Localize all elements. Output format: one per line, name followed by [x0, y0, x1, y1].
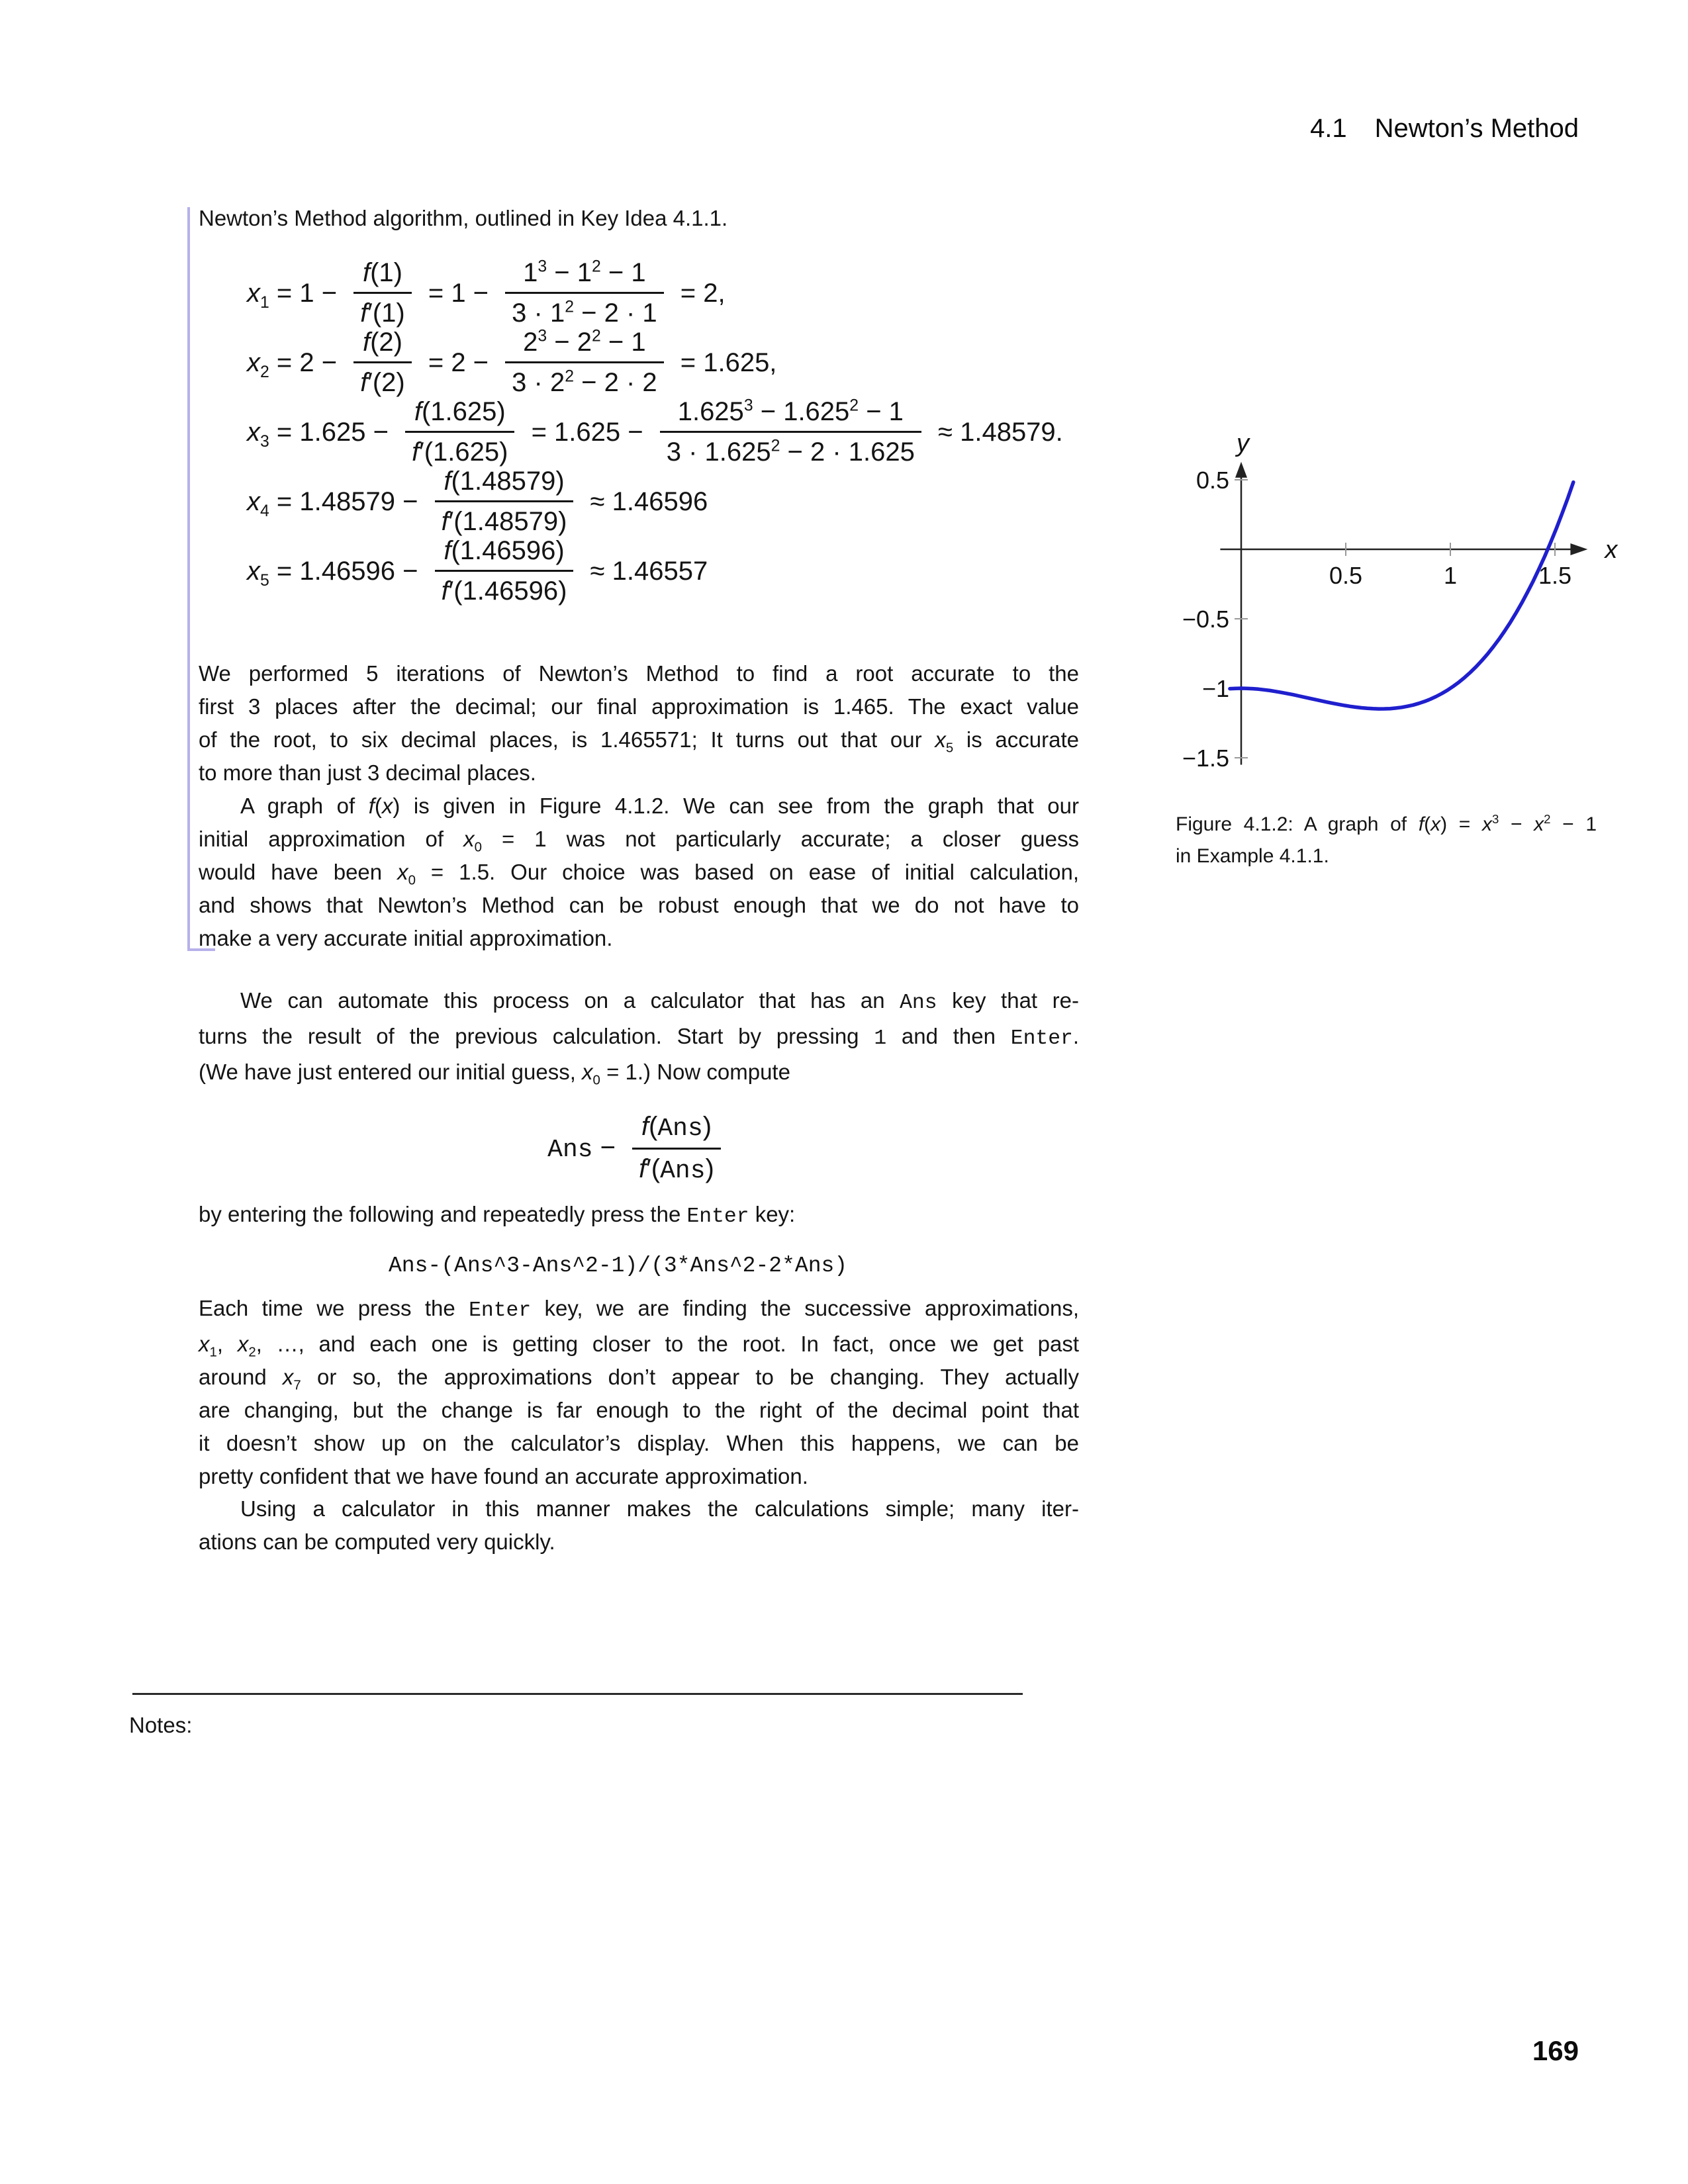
text-line: around $x_7$ or so, the approximations don’t appear to be changing. They actually [199, 1365, 1079, 1393]
y-tick-label: 0.5 [1196, 467, 1229, 494]
paragraph-using-calculator [199, 1492, 1079, 1559]
paragraph-each-time [199, 1292, 1079, 1493]
x-tick-label: 1 [1443, 562, 1458, 589]
equation-block [247, 258, 1063, 606]
fraction-numerator: f(Ans) [641, 1111, 712, 1143]
fraction-denominator: $3 \cdot 1^2 - 2 \cdot 1$ [505, 292, 663, 328]
fraction-numerator: f(1.625) [414, 397, 506, 426]
x-axis-label: x [1605, 536, 1618, 564]
fraction-numerator: $1^3 - 1^2 - 1$ [523, 257, 646, 287]
page-header [1310, 114, 1579, 144]
text-line: ations can be computed very quickly. [199, 1529, 555, 1554]
notes-label: Notes: [129, 1713, 193, 1737]
text-line: initial approximation of $x_0 = 1$ was not particularly accurate; a closer guess [199, 827, 1079, 855]
paragraph-iterations [199, 657, 1079, 790]
x-tick-label: 0.5 [1329, 562, 1363, 589]
text-line: and shows that Newton’s Method can be robust enough that we do not have to [199, 893, 1079, 917]
text-line: of the root, to six decimal places, is 1.465571; It turns out that our $x_5$ is accurate [199, 727, 1079, 756]
fraction [435, 466, 574, 537]
paragraph-calculator [199, 984, 1079, 1089]
ans-equation [199, 1095, 1079, 1201]
fraction-numerator: f(1.46596) [444, 536, 565, 565]
function-curve [1230, 482, 1573, 709]
paragraph-by-entering [199, 1198, 1079, 1234]
fraction-denominator: $3 \cdot 2^2 - 2 \cdot 2$ [505, 361, 663, 398]
fraction [632, 1111, 721, 1185]
fraction-numerator: f(1.48579) [444, 467, 565, 496]
page-number: 169 [1532, 2035, 1579, 2066]
y-axis-label: y [1237, 429, 1249, 457]
equation-row [247, 328, 1063, 397]
text-line: $x_1$, $x_2$, …, and each one is getting closer to the root. In fact, once we get past [199, 1332, 1080, 1360]
text-line: (We have just entered our initial guess, $x_0 = 1$.) Now compute [199, 1060, 790, 1088]
fraction [353, 257, 412, 328]
equation-row [247, 397, 1063, 467]
text-line: to more than just 3 decimal places. [199, 760, 536, 785]
equation-segment: = 2 − [420, 347, 496, 377]
equation-row [247, 258, 1063, 328]
fraction-numerator: $2^3 - 2^2 - 1$ [523, 327, 646, 357]
intro-line [199, 202, 1079, 235]
fraction [405, 396, 514, 467]
section-title: Newton’s Method [1374, 114, 1579, 143]
equation-segment: $x_3 = 1.625$ − [247, 417, 397, 451]
equation-segment: = 2, [673, 278, 726, 308]
fraction-denominator: f′(Ans) [632, 1148, 721, 1186]
equation-segment: $x_5 = 1.46596$ − [247, 556, 426, 590]
fraction-denominator: f′(2) [353, 361, 412, 398]
fraction [435, 535, 574, 606]
figure-plot [1178, 417, 1628, 774]
text-line: A graph of f(x) is given in Figure 4.1.2. We can see from the graph that our [240, 794, 1079, 818]
equation-segment: $x_4 = 1.48579$ − [247, 486, 426, 520]
text-line: Each time we press the Enter key, we are finding the successive approximations, [199, 1296, 1079, 1322]
fraction-denominator: $3 \cdot 1.625^2 - 2 \cdot 1.625$ [660, 431, 921, 467]
text-line: turns the result of the previous calculation. Start by pressing 1 and then Enter. [199, 1024, 1079, 1050]
text-line: Newton’s Method algorithm, outlined in Key Idea 4.1.1. [199, 206, 728, 230]
text-line: Figure 4.1.2: A graph of $f(x) = x^3 - x^2 - 1$ [1176, 812, 1597, 835]
x-axis-arrow [1570, 543, 1587, 555]
text-line: Using a calculator in this manner makes the calculations simple; many iter- [240, 1496, 1079, 1521]
fraction-numerator: f(2) [362, 328, 402, 357]
equation-segment: = 1 − [420, 278, 496, 308]
fraction [505, 257, 663, 328]
fraction-denominator: f′(1.48579) [435, 500, 574, 537]
fraction-denominator: f′(1) [353, 292, 412, 328]
fraction [353, 327, 412, 398]
equation-segment: = 1.625 − [524, 417, 651, 447]
y-tick-label: −1 [1201, 675, 1229, 702]
equation-segment: ≈ 1.46557 [583, 556, 708, 586]
text-line: in Example 4.1.1. [1176, 845, 1329, 867]
x-tick-label: 1.5 [1538, 562, 1572, 589]
equation-segment: Ans − [547, 1132, 624, 1164]
equation-segment: ≈ 1.46596 [583, 486, 708, 516]
y-axis-arrow [1235, 462, 1247, 478]
fraction-numerator: f(1) [362, 258, 402, 287]
fraction-denominator: f′(1.625) [405, 431, 514, 467]
equation-segment: = 1.625, [673, 347, 777, 377]
text-line: We can automate this process on a calculator that has an Ans key that re- [240, 988, 1080, 1015]
fraction [660, 396, 921, 467]
equation-row [247, 536, 1063, 606]
plot-svg [1178, 417, 1628, 774]
text-line: make a very accurate initial approximation. [199, 926, 613, 950]
fraction-denominator: f′(1.46596) [435, 570, 574, 606]
y-tick-label: −1.5 [1182, 745, 1229, 772]
text-line: would have been $x_0 = 1.5$. Our choice was based on ease of initial calculation, [199, 860, 1079, 888]
equation-segment: $x_1 = 1$ − [247, 278, 345, 312]
equation-segment: $x_2 = 2$ − [247, 347, 345, 381]
paragraph-graph-discussion [199, 790, 1079, 955]
equation-segment: ≈ 1.48579. [930, 417, 1063, 447]
text-line: it doesn’t show up on the calculator’s display. When this happens, we can be [199, 1431, 1079, 1455]
figure-caption [1176, 809, 1597, 872]
equation-row [247, 467, 1063, 536]
fraction-numerator: $1.625^3 - 1.625^2 - 1$ [677, 396, 904, 426]
text-line: are changing, but the change is far enough to the right of the decimal point that [199, 1398, 1079, 1422]
section-number: 4.1 [1310, 114, 1347, 143]
text-line: pretty confident that we have found an accurate approximation. [199, 1464, 808, 1488]
y-tick-label: −0.5 [1182, 606, 1229, 633]
change-bar [187, 207, 190, 951]
notes-rule [132, 1693, 1023, 1695]
calculator-code-line: Ans-(Ans^3-Ans^2-1)/(3*Ans^2-2*Ans) [389, 1253, 848, 1278]
fraction [505, 327, 663, 398]
text-line: first 3 places after the decimal; our final approximation is 1.465. The exact value [199, 694, 1079, 719]
text-line: by entering the following and repeatedly press the Enter key: [199, 1202, 796, 1228]
text-line: We performed 5 iterations of Newton’s Method to find a root accurate to the [199, 661, 1079, 686]
